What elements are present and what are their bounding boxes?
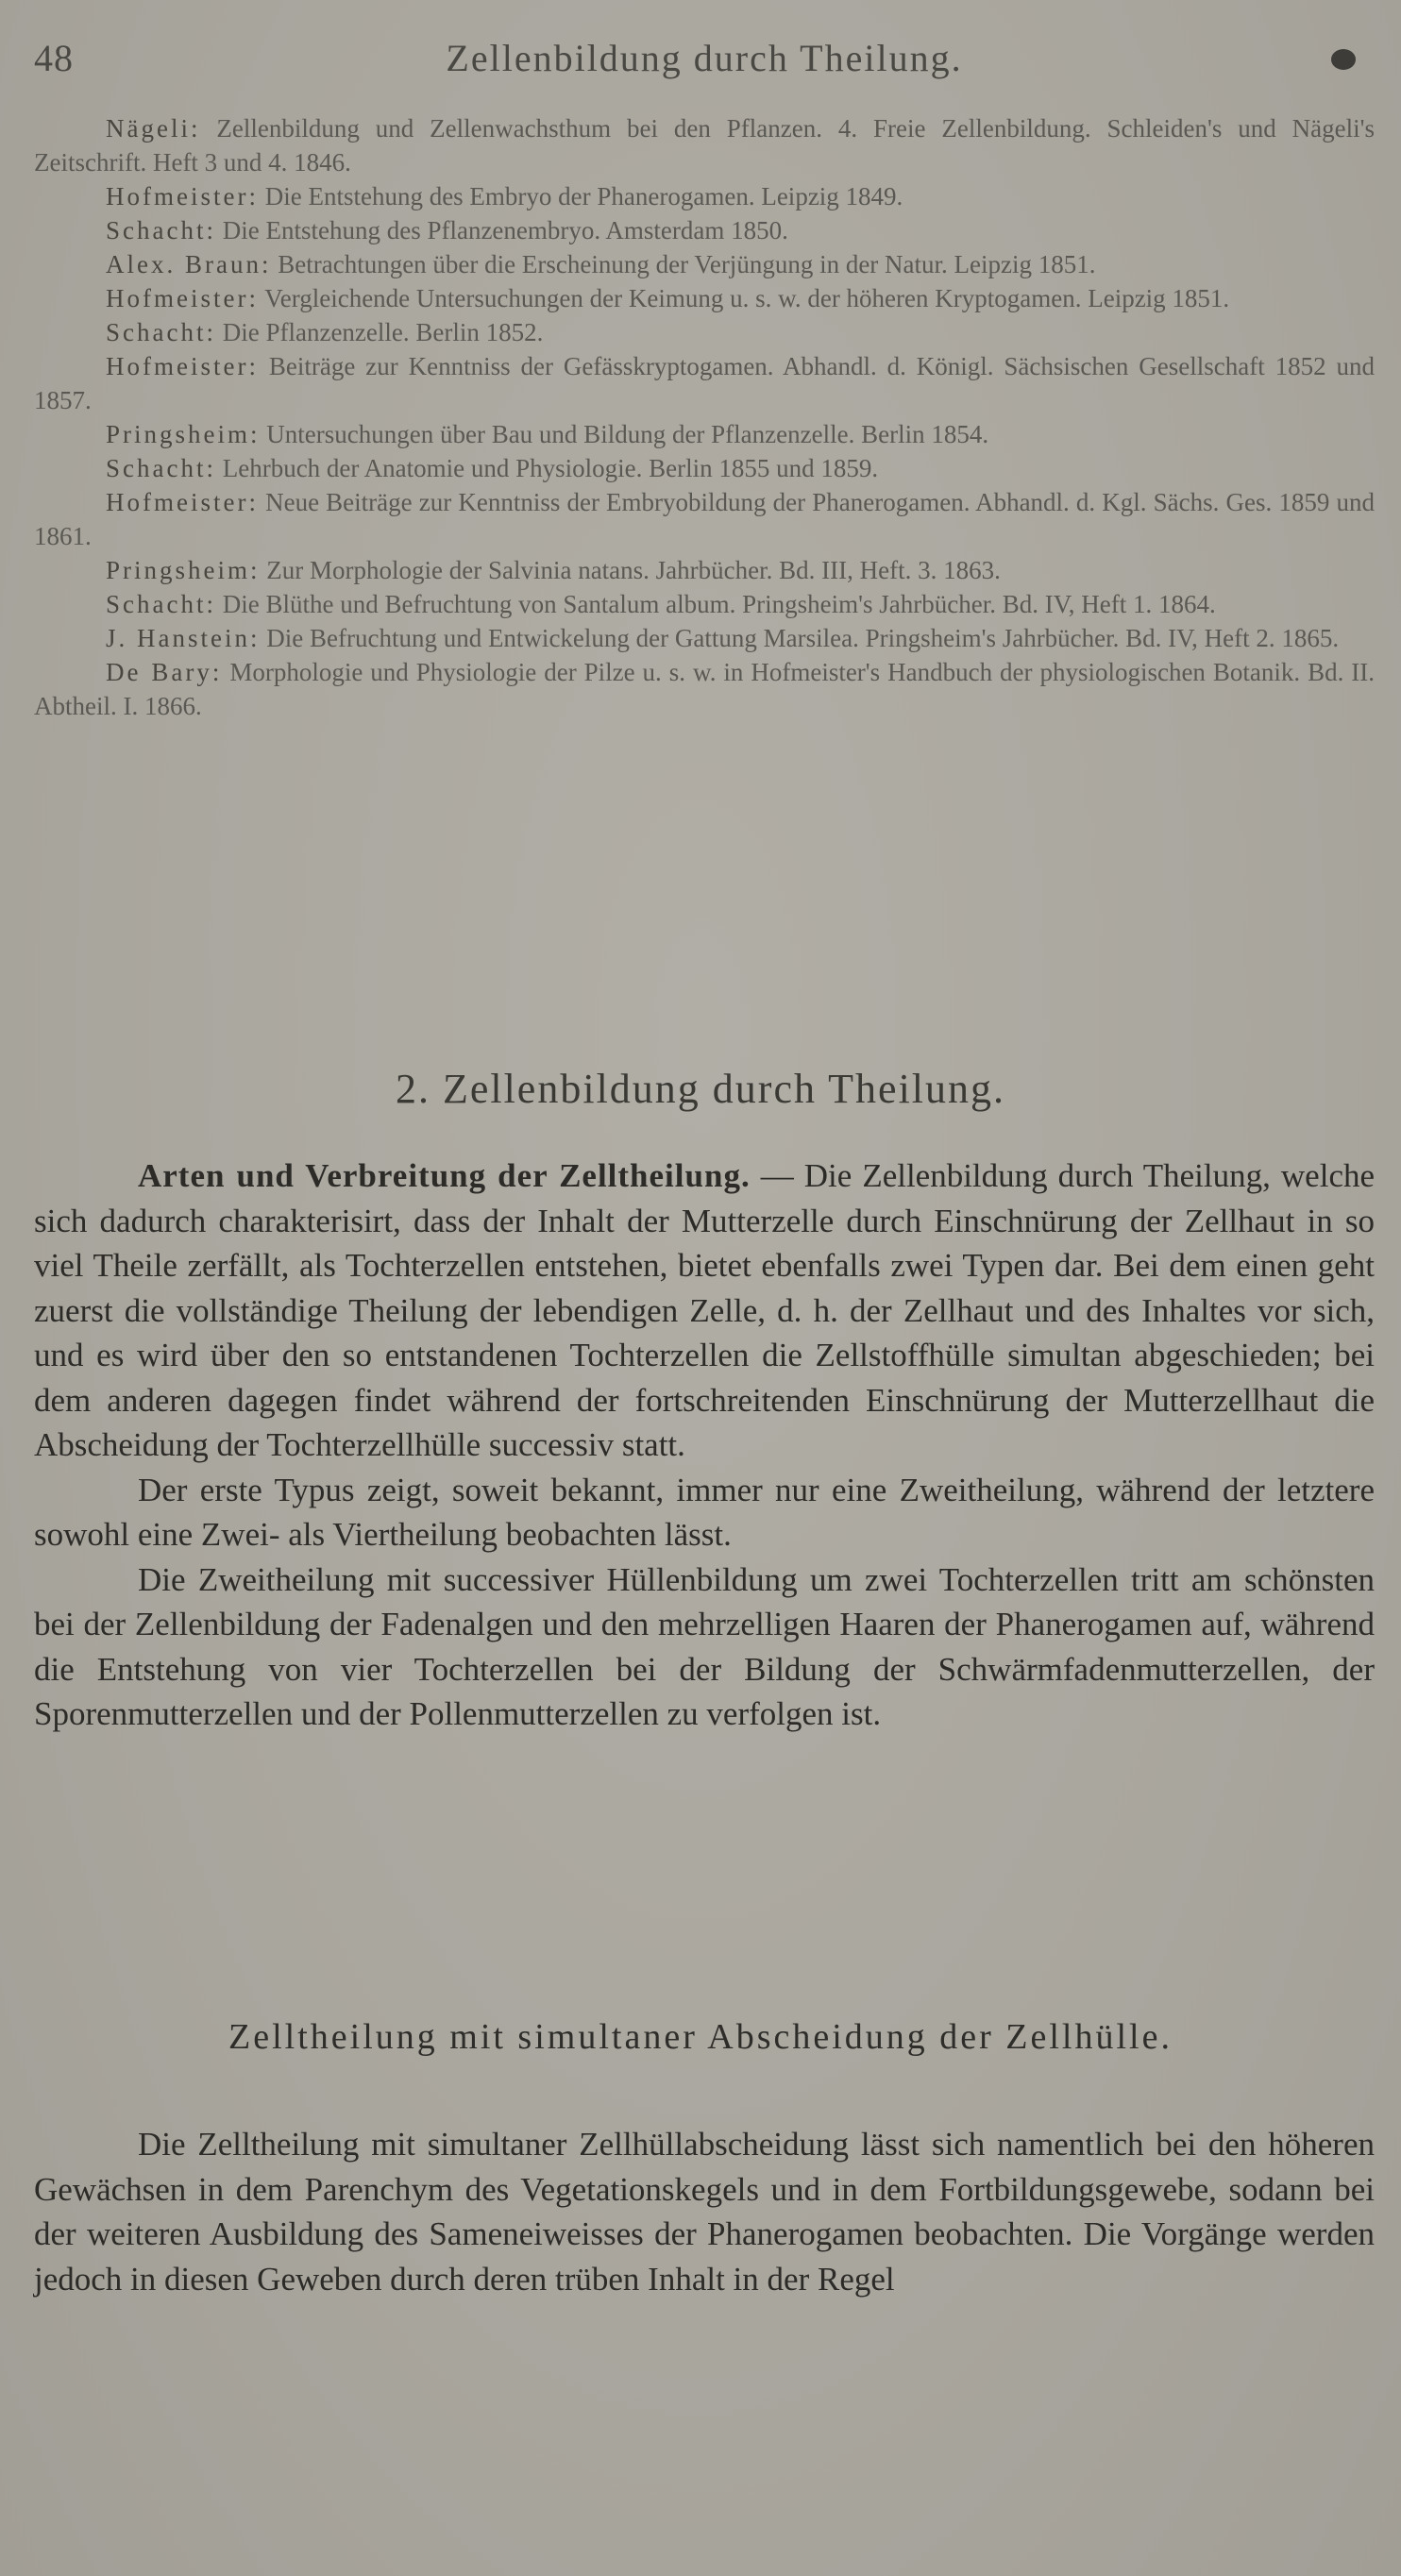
paragraph-text: Die Zweitheilung mit successiver Hüllenbildung um zwei Tochterzellen tritt am schönsten bei der Zellenbildung der Fadenalgen und den mehrzelligen Haaren der Phanerogamen auf, während die Entstehung von vier Tochterzellen bei der Bildung der Schwärmfadenmutterzellen, der Sporenmutterzellen und der Pollenmutterzellen zu verfolgen ist.: [34, 1560, 1375, 1732]
reference-author: J. Hanstein:: [106, 624, 261, 652]
reference-author: Pringsheim:: [106, 420, 261, 448]
reference-text: Die Befruchtung und Entwickelung der Gattung Marsilea. Pringsheim's Jahrbücher. Bd. IV, Heft 2. 1865.: [266, 624, 1340, 652]
bibliography-entry: [34, 485, 1375, 553]
reference-text: Die Entstehung des Pflanzenembryo. Amsterdam 1850.: [222, 216, 788, 244]
reference-author: Alex. Braun:: [106, 250, 272, 278]
paragraph: [34, 2122, 1375, 2301]
bibliography-entry: [34, 587, 1375, 621]
bibliography-entry: [34, 213, 1375, 247]
reference-author: Hofmeister:: [106, 182, 259, 210]
reference-author: Hofmeister:: [106, 352, 259, 380]
page-header: [34, 36, 1375, 93]
paragraph: [34, 1153, 1375, 1468]
reference-text: Zellenbildung und Zellenwachsthum bei den Pflanzen. 4. Freie Zellenbildung. Schleiden's und Nägeli's Zeitschrift. Heft 3 und 4. 1846.: [34, 114, 1376, 177]
bibliography-entry: [34, 281, 1375, 315]
reference-author: De Bary:: [106, 658, 223, 686]
section-title: 2. Zellenbildung durch Theilung.: [395, 1066, 1006, 1112]
subsection-body: [34, 2122, 1375, 2301]
bibliography-entry: [34, 315, 1375, 349]
bibliography-entry: [34, 111, 1375, 179]
running-head: Zellenbildung durch Theilung.: [446, 37, 963, 79]
reference-author: Schacht:: [106, 216, 216, 244]
bibliography-entry: [34, 621, 1375, 655]
bibliography-entry: [34, 451, 1375, 485]
bibliography-entry: [34, 247, 1375, 281]
reference-author: Schacht:: [106, 318, 216, 346]
paragraph-text: Der erste Typus zeigt, soweit bekannt, immer nur eine Zweitheilung, während der letztere sowohl eine Zwei- als Viertheilung beobachten lässt.: [34, 1471, 1375, 1553]
bibliography-entry: [34, 179, 1375, 213]
paragraph-lead-heading: Arten und Verbreitung der Zelltheilung.: [138, 1157, 751, 1194]
reference-author: Nägeli:: [106, 114, 201, 143]
reference-author: Schacht:: [106, 590, 216, 618]
paragraph-text: — Die Zellenbildung durch Theilung, welche sich dadurch charakterisirt, dass der Inhalt der Mutterzelle durch Einschnürung der Zellhaut in so viel Theile zerfällt, als Tochterzellen entstehen, bietet ebenfalls zwei Typen dar. Bei dem einen geht zuerst die vollständige Theilung der lebendigen Zelle, d. h. der Zellhaut und des Inhaltes vor sich, und es wird über den so entstandenen Tochterzellen die Zellstoffhülle simultan abgeschieden; bei dem anderen dagegen findet während der fortschreitenden Einschnürung der Mutterzellhaut die Abscheidung der Tochterzellhülle successiv statt.: [34, 1157, 1376, 1463]
paragraph: [34, 1557, 1375, 1737]
reference-author: Hofmeister:: [106, 284, 259, 312]
bibliography-entry: [34, 655, 1375, 723]
reference-text: Die Pflanzenzelle. Berlin 1852.: [222, 318, 544, 346]
reference-text: Betrachtungen über die Erscheinung der Verjüngung in der Natur. Leipzig 1851.: [278, 250, 1096, 278]
bibliography-list: [34, 111, 1375, 723]
page-number: 48: [34, 37, 74, 79]
bibliography-entry: [34, 553, 1375, 587]
reference-text: Morphologie und Physiologie der Pilze u. s. w. in Hofmeister's Handbuch der physiologischen Botanik. Bd. II. Abtheil. I. 1866.: [34, 658, 1376, 720]
reference-text: Neue Beiträge zur Kenntniss der Embryobildung der Phanerogamen. Abhandl. d. Kgl. Sächs. Ges. 1859 und 1861.: [34, 488, 1375, 550]
reference-author: Pringsheim:: [106, 556, 261, 584]
section-body: [34, 1153, 1375, 1737]
ink-blot: [1331, 49, 1356, 70]
subsection-title: Zelltheilung mit simultaner Abscheidung der Zellhülle.: [228, 2017, 1173, 2057]
reference-text: Die Blüthe und Befruchtung von Santalum album. Pringsheim's Jahrbücher. Bd. IV, Heft 1. 1864.: [222, 590, 1216, 618]
reference-text: Beiträge zur Kenntniss der Gefässkryptogamen. Abhandl. d. Königl. Sächsischen Gesellschaft 1852 und 1857.: [34, 352, 1376, 414]
reference-text: Zur Morphologie der Salvinia natans. Jahrbücher. Bd. III, Heft. 3. 1863.: [266, 556, 1001, 584]
bibliography-entry: [34, 349, 1375, 417]
reference-author: Hofmeister:: [106, 488, 259, 516]
reference-text: Lehrbuch der Anatomie und Physiologie. Berlin 1855 und 1859.: [222, 454, 879, 482]
reference-text: Vergleichende Untersuchungen der Keimung u. s. w. der höheren Kryptogamen. Leipzig 1851.: [264, 284, 1230, 312]
reference-author: Schacht:: [106, 454, 216, 482]
paragraph: [34, 1468, 1375, 1557]
reference-text: Die Entstehung des Embryo der Phanerogamen. Leipzig 1849.: [264, 182, 903, 210]
paragraph-text: Die Zelltheilung mit simultaner Zellhüllabscheidung lässt sich namentlich bei den höheren Gewächsen in dem Parenchym des Vegetationskegels und in dem Fortbildungsgewebe, sodann bei der weiteren Ausbildung des Sameneiweisses der Phanerogamen beobachten. Die Vorgänge werden jedoch in diesen Geweben durch deren trüben Inhalt in der Regel: [34, 2126, 1375, 2298]
bibliography-entry: [34, 417, 1375, 451]
reference-text: Untersuchungen über Bau und Bildung der Pflanzenzelle. Berlin 1854.: [266, 420, 989, 448]
